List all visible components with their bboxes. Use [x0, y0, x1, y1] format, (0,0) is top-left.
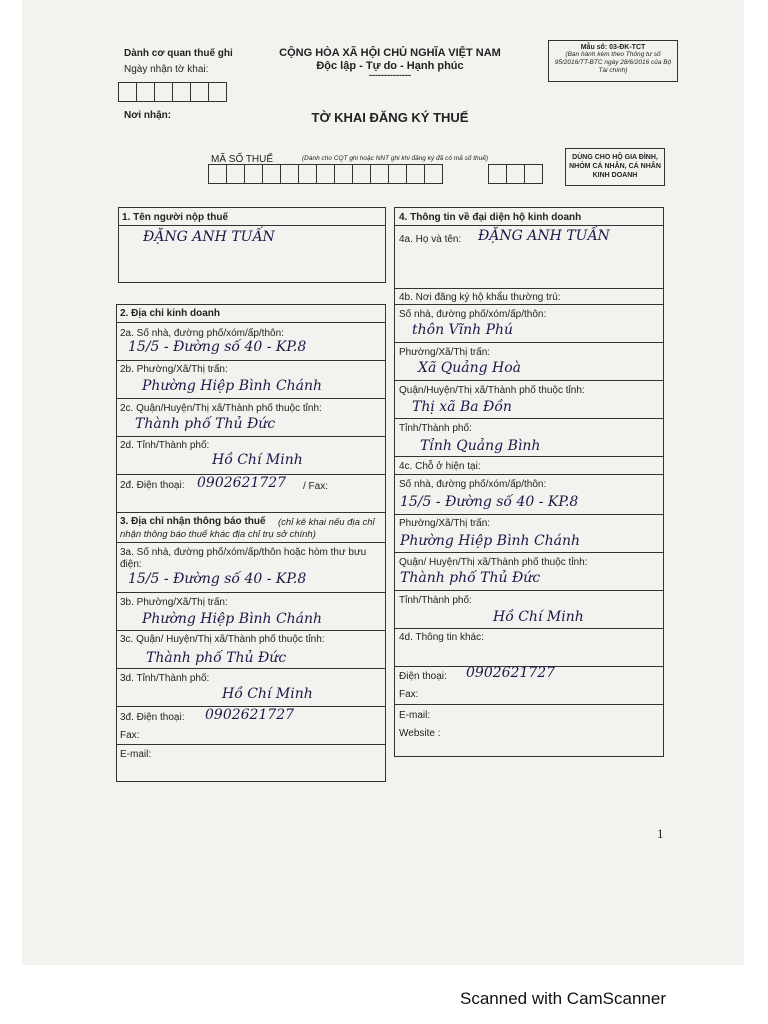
s2-phone-label: 2đ. Điện thoại:: [120, 480, 185, 491]
s2b-value: Phường Hiệp Bình Chánh: [142, 378, 323, 394]
s4-phone-value: 0902621727: [466, 665, 556, 681]
section1-title: 1. Tên người nộp thuế: [122, 212, 229, 223]
s4a-label: 4a. Họ và tên:: [399, 234, 462, 245]
s4c-ward-value: Phường Hiệp Bình Chánh: [400, 533, 581, 549]
s4b-street-value: thôn Vĩnh Phú: [412, 322, 514, 338]
s4-website-label: Website :: [399, 728, 441, 739]
s3d-value: Hồ Chí Minh: [222, 686, 313, 702]
s3a-value: 15/5 - Đường số 40 - KP.8: [128, 571, 307, 587]
s3-phone-value: 0902621727: [205, 707, 295, 723]
s4c-province-label: Tỉnh/Thành phố:: [399, 595, 472, 606]
motto: Độc lập - Tự do - Hạnh phúc: [316, 60, 464, 72]
section2-title: 2. Địa chỉ kinh doanh: [120, 308, 221, 319]
s4d-label: 4d. Thông tin khác:: [399, 632, 484, 643]
s2c-label: 2c. Quận/Huyện/Thị xã/Thành phố thuộc tỉnh:: [120, 403, 322, 414]
tax-code-label: MÃ SỐ THUẾ: [211, 154, 274, 165]
s3-fax-label: Fax:: [120, 730, 140, 741]
recipient-label: Nơi nhận:: [124, 110, 172, 121]
s4-phone-label: Điện thoại:: [399, 671, 447, 682]
s4c-province-value: Hồ Chí Minh: [493, 609, 584, 625]
s3-phone-label: 3đ. Điện thoại:: [120, 712, 185, 723]
form-title: TỜ KHAI ĐĂNG KÝ THUẾ: [311, 110, 469, 125]
page-number: 1: [657, 826, 664, 841]
form-note: (Ban hành kèm theo Thông tư số 95/2016/TT-BTC ngày 28/6/2016 của Bộ Tài chính): [554, 51, 672, 74]
s4c-street-value: 15/5 - Đường số 40 - KP.8: [400, 494, 579, 510]
s4b-ward-value: Xã Quảng Hoà: [418, 360, 522, 376]
form-number-box: [548, 40, 678, 82]
s4-email-label: E-mail:: [399, 710, 431, 721]
camscanner-watermark: Scanned with CamScanner: [460, 989, 667, 1008]
nation-title: CỘNG HÒA XÃ HỘI CHỦ NGHĨA VIỆT NAM: [279, 47, 501, 59]
s3c-value: Thành phố Thủ Đức: [146, 650, 287, 666]
s3-email-label: E-mail:: [120, 749, 152, 760]
s2d-value: Hồ Chí Minh: [212, 452, 303, 468]
s2c-value: Thành phố Thủ Đức: [135, 416, 276, 432]
s3c-label: 3c. Quận/ Huyện/Thị xã/Thành phố thuộc tỉnh:: [120, 634, 325, 645]
taxpayer-name: ĐẶNG ANH TUẤN: [143, 229, 275, 245]
motto-rule: --------------: [369, 70, 411, 80]
s2b-label: 2b. Phường/Xã/Thị trấn:: [120, 364, 228, 375]
s4c-label: 4c. Chỗ ở hiện tại:: [399, 461, 481, 472]
s3a-label: 3a. Số nhà, đường phố/xóm/ấp/thôn hoặc hòm thư bưu điện:: [120, 547, 367, 570]
s4c-street-label: Số nhà, đường phố/xóm/ấp/thôn:: [399, 479, 547, 490]
s2a-value: 15/5 - Đường số 40 - KP.8: [128, 339, 307, 355]
s4a-value: ĐẶNG ANH TUẤN: [478, 228, 610, 244]
s4c-district-value: Thành phố Thủ Đức: [400, 570, 541, 586]
s4c-ward-label: Phường/Xã/Thị trấn:: [399, 518, 491, 529]
form-number: Mẫu số: 03-ĐK-TCT: [580, 44, 646, 51]
s3b-value: Phường Hiệp Bình Chánh: [142, 611, 323, 627]
s2d-label: 2d. Tỉnh/Thành phố:: [120, 440, 210, 451]
section3-note: (chỉ kê khai nếu địa chỉ nhận thông báo thuế khác địa chỉ trụ sở chính): [120, 517, 375, 540]
s4b-district-value: Thị xã Ba Đồn: [412, 399, 512, 415]
s4b-province-value: Tỉnh Quảng Bình: [420, 438, 541, 454]
agency-note: Dành cơ quan thuế ghi: [124, 48, 233, 59]
s3b-label: 3b. Phường/Xã/Thị trấn:: [120, 597, 228, 608]
s4c-district-label: Quận/ Huyện/Thị xã/Thành phố thuộc tỉnh:: [399, 557, 588, 568]
s4-fax-label: Fax:: [399, 689, 419, 700]
s2-fax-label: / Fax:: [303, 481, 329, 492]
s4b-label: 4b. Nơi đăng ký hộ khẩu thường trú:: [399, 292, 561, 303]
section4-title: 4. Thông tin về đại diện hộ kinh doanh: [399, 212, 582, 223]
s4b-street-label: Số nhà, đường phố/xóm/ấp/thôn:: [399, 309, 547, 320]
s4b-district-label: Quận/Huyện/Thị xã/Thành phố thuộc tỉnh:: [399, 385, 585, 396]
s2a-label: 2a. Số nhà, đường phố/xóm/ấp/thôn:: [120, 328, 284, 339]
usage-box: DÙNG CHO HỘ GIA ĐÌNH, NHÓM CÁ NHÂN, CÁ NHÂN KINH DOANH: [565, 148, 665, 186]
s2-phone-value: 0902621727: [197, 475, 287, 491]
received-date-cells: [118, 82, 226, 102]
tax-code-branch-cells: [488, 164, 542, 184]
s4b-ward-label: Phường/Xã/Thị trấn:: [399, 347, 491, 358]
s4b-province-label: Tỉnh/Thành phố:: [399, 423, 472, 434]
tax-code-cells: [208, 164, 442, 184]
tax-code-note: (Dành cho CQT ghi hoặc NNT ghi khi đăng ký đã có mã số thuế): [302, 155, 489, 162]
s3d-label: 3d. Tỉnh/Thành phố:: [120, 673, 210, 684]
section3-title: 3. Địa chỉ nhận thông báo thuế: [120, 516, 266, 527]
received-date-label: Ngày nhận tờ khai:: [124, 64, 209, 75]
